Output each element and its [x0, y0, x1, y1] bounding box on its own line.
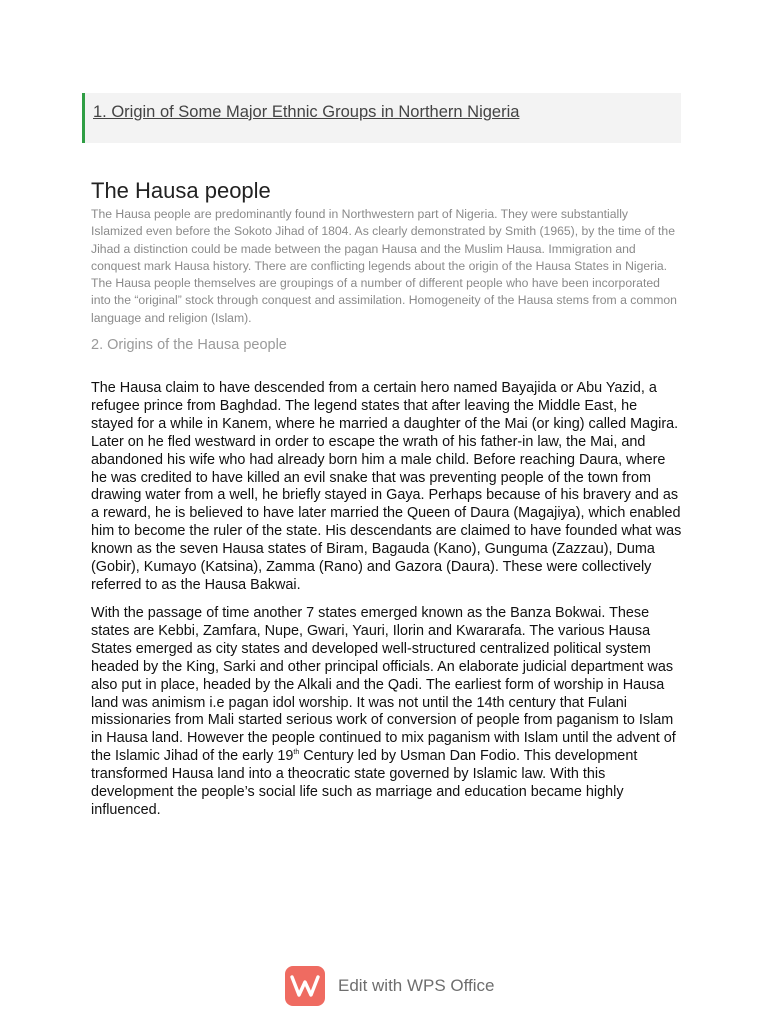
paragraph2-text-after: Century led by Usman Dan Fodio. This development transformed Hausa land into a theocratic state governed by Islamic law. With this development the people’s social life such as marriage and education became highly influenced. [91, 748, 638, 818]
paragraph2-text-before: With the passage of time another 7 states emerged known as the Banza Bokwai. These states are Kebbi, Zamfara, Nupe, Gwari, Yauri, Ilorin and Kwararafa. The various Hausa States emerged as city states and developed well-structured centralized political system headed by the King, Sarki and other principal officials. An elaborate judicial department was also put in place, headed by the Alkali and the Qadi. The earliest form of worship in Hausa land was animism i.e pagan idol worship. It was not until the 14th century that Fulani missionaries from Mali started serious work of conversion of people from paganism to Islam in Hausa land. However the people continued to mix paganism with Islam until the advent of the Islamic Jihad of the early 19 [91, 605, 676, 765]
body-paragraph-1: The Hausa claim to have descended from a certain hero named Bayajida or Abu Yazid, a refugee prince from Baghdad. The legend states that after leaving the Middle East, he stayed for a while in Kanem, where he married a daughter of the Mai (or king) called Magira. Later on he fled westward in order to escape the wrath of his father-in law, the Mai, and abandoned his wife who had already born him a male child. Before reaching Daura, where he was credited to have killed an evil snake that was preventing people of the town from drawing water from a well, he briefly stayed in Gaya. Perhaps because of his bravery and as a reward, he is believed to have later married the Queen of Daura (Magajiya), which enabled him to become the ruler of the state. His descendants are claimed to have founded what was known as the seven Hausa states of Biram, Bagauda (Kano), Gunguma (Zazzau), Duma (Gobir), Kumayo (Katsina), Zamma (Rano) and Gazora (Daura). These were collectively referred to as the Hausa Bakwai. [91, 380, 682, 593]
ordinal-superscript: th [293, 749, 300, 757]
toc-callout [82, 93, 681, 143]
intro-paragraph: The Hausa people are predominantly found in Northwestern part of Nigeria. They were substantially Islamized even before the Sokoto Jihad of 1804. As clearly demonstrated by Smith (1965), by the time of the Jihad a distinction could be made between the pagan Hausa and the Muslim Hausa. Immigration and conquest mark Hausa history. There are conflicting legends about the origin of the Hausa States in Nigeria. The Hausa people themselves are groupings of a number of different people who have been incorporated into the “original” stock through conquest and assimilation. Homogeneity of the Hausa stems from a common language and religion (Islam). [91, 207, 677, 325]
section-title: The Hausa people [91, 178, 271, 203]
toc-link[interactable]: 1. Origin of Some Major Ethnic Groups in Northern Nigeria [93, 103, 520, 121]
wps-edit-label[interactable]: Edit with WPS Office [338, 976, 495, 995]
wps-edit-banner[interactable] [285, 965, 495, 1007]
body-paragraph-2 [91, 605, 683, 820]
wps-logo-icon [285, 966, 325, 1006]
subheading: 2. Origins of the Hausa people [91, 337, 287, 353]
